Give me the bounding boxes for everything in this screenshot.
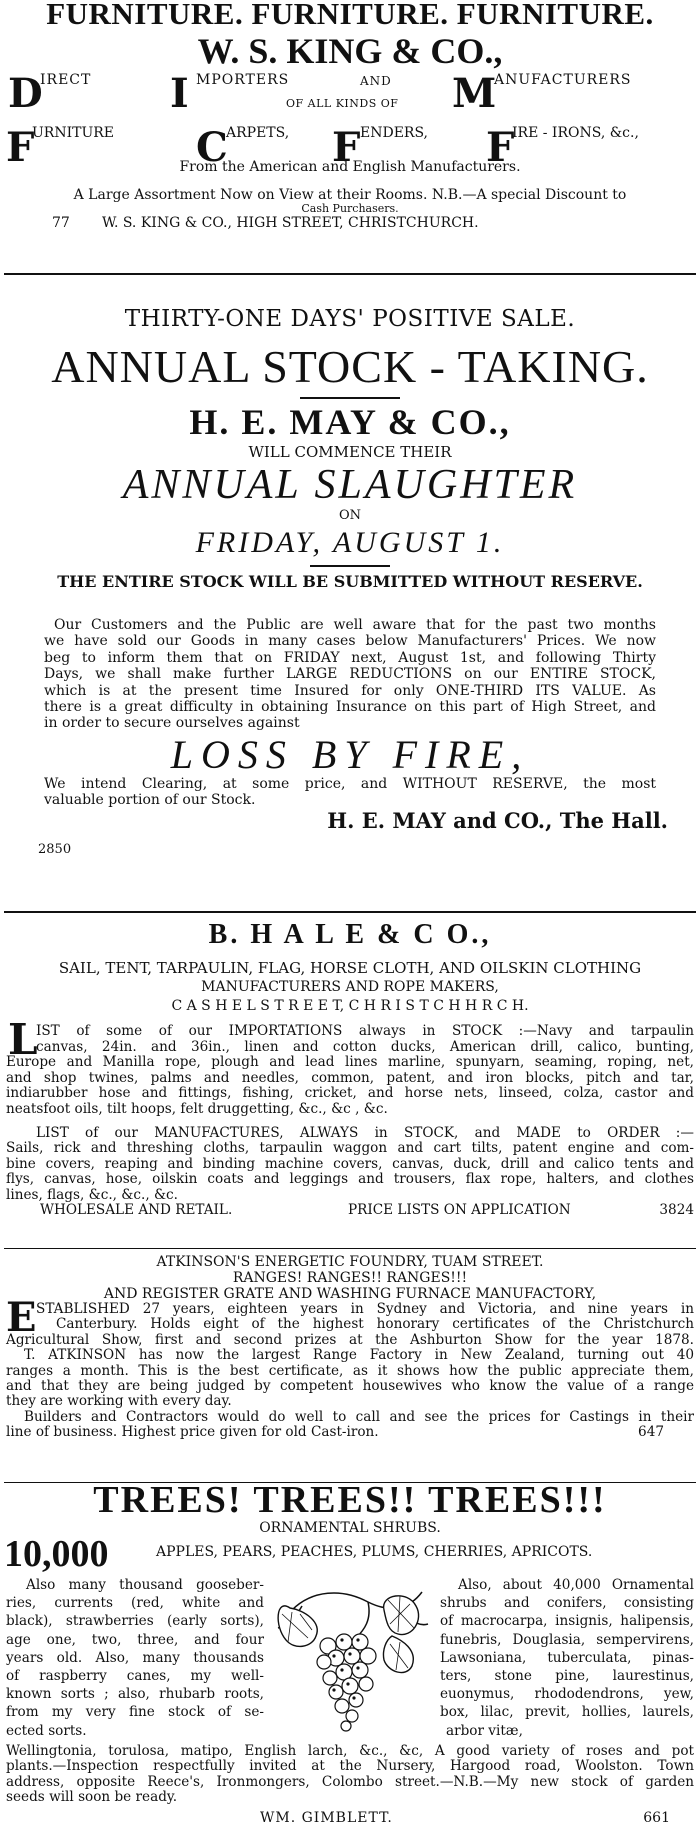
trees-ornamental: ORNAMENTAL SHRUBS. bbox=[259, 1520, 441, 1536]
atkinson-line: and that they are being judged by competent housewives who know the value of a range bbox=[6, 1378, 694, 1395]
drop-cap-e: E bbox=[6, 1294, 37, 1341]
king-cash: Cash Purchasers. bbox=[301, 202, 399, 215]
drop-cap-l: L bbox=[8, 1015, 38, 1064]
king-furniture: URNITURE bbox=[32, 125, 115, 141]
trees-left-line: of raspberry canes, my well- bbox=[6, 1668, 264, 1685]
trees-fruits: APPLES, PEARS, PEACHES, PLUMS, CHERRIES, APRICOTS. bbox=[156, 1544, 593, 1560]
trees-left-line: age one, two, three, and four bbox=[6, 1631, 264, 1648]
drop-cap-d: D bbox=[8, 70, 43, 117]
may-signature: H. E. MAY and CO., The Hall. bbox=[327, 807, 668, 833]
atkinson-last-row bbox=[6, 1425, 694, 1440]
may-para-line: in order to secure ourselves against bbox=[44, 715, 300, 732]
hale-manuf-line: LIST of our MANUFACTURES, ALWAYS in STOCK, and MADE to ORDER :— bbox=[36, 1124, 694, 1141]
hale-manuf-line: lines, flags, &c., &c., &c. bbox=[6, 1186, 178, 1203]
divider-1 bbox=[0, 267, 700, 281]
drop-cap-f3: F bbox=[486, 124, 515, 171]
king-of-all-kinds: OF ALL KINDS OF bbox=[286, 97, 399, 110]
atkinson-grate: AND REGISTER GRATE AND WASHING FURNACE MANUFACTORY, bbox=[103, 1286, 597, 1302]
atkinson-line: they are working with every day. bbox=[6, 1393, 232, 1410]
may-intend bbox=[44, 776, 656, 808]
trees-right-line: box, lilac, previt, hollies, laurels, bbox=[440, 1704, 694, 1721]
king-assortment: A Large Assortment Now on View at their Rooms. N.B.—A special Discount to bbox=[73, 187, 627, 203]
king-name: W. S. KING & CO., bbox=[197, 31, 503, 71]
hale-line-1: SAIL, TENT, TARPAULIN, FLAG, HORSE CLOTH, AND OILSKIN CLOTHING bbox=[58, 959, 642, 977]
atkinson-last: line of business. Highest price given for old Cast-iron. bbox=[6, 1424, 379, 1441]
drop-cap-m: M bbox=[452, 70, 497, 117]
atkinson-line: Canterbury. Holds eight of the highest honorary certificates of the Christchurch bbox=[56, 1316, 694, 1333]
trees-left-column bbox=[6, 1576, 264, 1740]
trees-bottom-line: seeds will soon be ready. bbox=[6, 1789, 178, 1806]
trees-right-line: arbor vitæ, bbox=[446, 1722, 523, 1739]
hale-advert bbox=[0, 918, 700, 1220]
trees-banner: TREES! TREES!! TREES!!! bbox=[93, 1479, 607, 1521]
atkinson-advert bbox=[0, 1254, 700, 1441]
king-fenders: ENDERS, bbox=[360, 125, 428, 141]
may-num: 2850 bbox=[38, 841, 72, 857]
may-annual: ANNUAL STOCK - TAKING. bbox=[51, 341, 649, 392]
trees-left-line: ries, currents (red, white and bbox=[6, 1595, 264, 1612]
may-para-line: there is a great difficulty in obtaining Insurance on this part of High Street, and bbox=[44, 699, 656, 716]
trees-bottom-line: address, opposite Reece's, Ironmongers, Colombo street.—N.B.—My new stock of garden bbox=[6, 1773, 694, 1790]
drop-cap-c: C bbox=[196, 124, 228, 171]
may-advert bbox=[0, 305, 700, 858]
king-advert bbox=[0, 0, 700, 234]
may-friday: FRIDAY, AUGUST 1. bbox=[195, 526, 505, 559]
hale-manufactures bbox=[6, 1126, 694, 1204]
trees-right-line: euonymus, rhododendrons, yew, bbox=[440, 1686, 694, 1703]
hale-list-line: and shop twines, palms and needles, common, patent, and iron blocks, pitch and tar, bbox=[6, 1069, 694, 1086]
trees-fruits-row bbox=[0, 1533, 700, 1575]
king-carpets: ARPETS, bbox=[226, 125, 290, 141]
king-address: W. S. KING & CO., HIGH STREET, CHRISTCHURCH. bbox=[102, 215, 479, 231]
king-fire-irons: IRE - IRONS, &c., bbox=[512, 125, 639, 141]
trees-right-column bbox=[440, 1576, 694, 1740]
atkinson-line: Builders and Contractors would do well to call and see the prices for Castings in their bbox=[24, 1408, 694, 1425]
may-entire-stock: THE ENTIRE STOCK WILL BE SUBMITTED WITHOUT RESERVE. bbox=[57, 572, 643, 591]
hale-footer-row bbox=[0, 1202, 700, 1220]
atkinson-line: STABLISHED 27 years, eighteen years in Sydney and Victoria, and nine years in bbox=[36, 1301, 694, 1317]
may-para-line: we have sold our Goods in many cases below Manufacturers' Prices. We now bbox=[44, 633, 656, 650]
may-thirty-one: THIRTY-ONE DAYS' POSITIVE SALE. bbox=[124, 306, 576, 332]
trees-left-line: years old. Also, many thousands bbox=[6, 1649, 264, 1666]
hale-list-line: Europe and Manilla rope, plough and lead lines marline, spunyarn, seaming, roping, net, bbox=[6, 1054, 694, 1071]
may-paragraph bbox=[44, 617, 656, 732]
may-loss-by-fire: LOSS BY FIRE, bbox=[170, 731, 530, 777]
trees-left-line: black), strawberries (early sorts), bbox=[6, 1613, 264, 1630]
trees-left-line: from my very fine stock of se- bbox=[6, 1704, 264, 1721]
king-direct-row bbox=[0, 71, 700, 117]
may-intend-line: valuable portion of our Stock. bbox=[44, 791, 256, 808]
trees-advert bbox=[0, 1480, 700, 1828]
hale-wholesale: WHOLESALE AND RETAIL. bbox=[40, 1201, 233, 1218]
atkinson-line: ranges a month. This is the best certificate, as it shows how the public appreciate them, bbox=[6, 1362, 694, 1379]
may-on: ON bbox=[338, 508, 362, 523]
king-from: From the American and English Manufacturers. bbox=[179, 159, 521, 175]
hale-manuf-line: Sails, rick and threshing cloths, tarpaulin waggon and cart tilts, patent engine and com- bbox=[6, 1140, 694, 1157]
hale-manuf-line: bine covers, reaping and binding machine covers, canvas, duck, drill and calico tents and bbox=[6, 1155, 694, 1172]
atkinson-ranges: RANGES! RANGES!! RANGES!!! bbox=[232, 1270, 468, 1286]
trees-left-line: known sorts ; also, rhubarb roots, bbox=[6, 1686, 264, 1703]
trees-right-line: funebris, Douglasia, sempervirens, bbox=[440, 1631, 694, 1648]
may-para-line: Days, we shall make further LARGE REDUCTIONS on our ENTIRE STOCK, bbox=[44, 666, 656, 683]
may-slaughter: ANNUAL SLAUGHTER bbox=[122, 462, 578, 508]
hale-name: B. H A L E & C O., bbox=[208, 919, 492, 950]
king-manufacturers: ANUFACTURERS bbox=[494, 72, 632, 88]
trees-left-line: Also many thousand gooseber- bbox=[26, 1577, 264, 1593]
may-para-line: which is at the present time Insured for only ONE-THIRD ITS VALUE. As bbox=[44, 682, 656, 699]
atkinson-title: ATKINSON'S ENERGETIC FOUNDRY, TUAM STREET. bbox=[156, 1254, 544, 1270]
hale-num: 3824 bbox=[659, 1201, 694, 1218]
hale-importations bbox=[6, 1015, 694, 1118]
hale-price-lists: PRICE LISTS ON APPLICATION bbox=[348, 1201, 571, 1218]
trees-right-line: Lawsoniana, tuberculata, pinas- bbox=[440, 1649, 694, 1666]
trees-right-line: Also, about 40,000 Ornamental bbox=[458, 1577, 694, 1593]
trees-right-line: of macrocarpa, insignis, halipensis, bbox=[440, 1613, 694, 1630]
hale-list-line: IST of some of our IMPORTATIONS always in STOCK :—Navy and tarpaulin bbox=[36, 1023, 694, 1039]
hale-list-line: indiarubber hose and fittings, fishing, cricket, and horse nets, linseed, colza, castor and bbox=[6, 1085, 694, 1102]
king-direct: IRECT bbox=[40, 72, 92, 88]
may-para-line: Our Customers and the Public are well aware that for the past two months bbox=[54, 617, 656, 633]
king-num: 77 bbox=[52, 215, 70, 231]
trees-left-line: ected sorts. bbox=[6, 1722, 87, 1739]
king-address-row bbox=[0, 214, 700, 234]
hale-list-line: canvas, 24in. and 36in., linen and cotton ducks, American drill, calico, bunting, bbox=[36, 1038, 694, 1055]
trees-right-line: shrubs and conifers, consisting bbox=[440, 1595, 694, 1612]
trees-columns bbox=[0, 1574, 700, 1744]
atkinson-line: T. ATKINSON has now the largest Range Factory in New Zealand, turning out 40 bbox=[24, 1347, 694, 1364]
divider-2 bbox=[0, 905, 700, 919]
trees-signature: WM. GIMBLETT. bbox=[260, 1809, 393, 1826]
trees-sign-row bbox=[0, 1806, 700, 1828]
trees-count: 10,000 bbox=[4, 1533, 109, 1575]
trees-bottom bbox=[6, 1744, 694, 1806]
trees-bottom-line: plants.—Inspection respectfully invited at the Nursery, Hargood road, Woolston. Town bbox=[6, 1758, 694, 1775]
trees-num: 661 bbox=[643, 1809, 670, 1826]
may-will-commence: WILL COMMENCE THEIR bbox=[248, 443, 452, 461]
trees-bottom-line: Wellingtonia, torulosa, matipo, English larch, &c., &c, A good variety of roses and pot bbox=[6, 1743, 694, 1759]
hale-manuf-line: flys, canvas, hose, oilskin coats and leggings and trousers, flax rope, halters, and clothes bbox=[6, 1171, 694, 1188]
atkinson-num: 647 bbox=[638, 1424, 664, 1441]
may-name: H. E. MAY & CO., bbox=[189, 402, 511, 442]
drop-cap-f2: F bbox=[332, 124, 361, 171]
king-and: AND bbox=[360, 74, 392, 88]
drop-cap-f1: F bbox=[6, 124, 35, 171]
trees-right-line: ters, stone pine, laurestinus, bbox=[440, 1668, 694, 1685]
king-banner: FURNITURE. FURNITURE. FURNITURE. bbox=[46, 0, 654, 31]
hale-line-3: C A S H E L S T R E E T, C H R I S T C H H R C H. bbox=[171, 998, 529, 1014]
hale-list-line: neatsfoot oils, tilt hoops, felt druggetting, &c., &c , &c. bbox=[6, 1100, 388, 1117]
may-intend-line: We intend Clearing, at some price, and WITHOUT RESERVE, the most bbox=[44, 775, 656, 792]
atkinson-line: Agricultural Show, first and second prizes at the Ashburton Show for the year 1878. bbox=[6, 1331, 694, 1348]
hale-line-2: MANUFACTURERS AND ROPE MAKERS, bbox=[201, 979, 499, 995]
drop-cap-i: I bbox=[170, 70, 189, 117]
grape-vine-illustration bbox=[272, 1580, 432, 1738]
may-para-line: beg to inform them that on FRIDAY next, August 1st, and following Thirty bbox=[44, 649, 656, 666]
king-importers: MPORTERS bbox=[196, 72, 290, 88]
